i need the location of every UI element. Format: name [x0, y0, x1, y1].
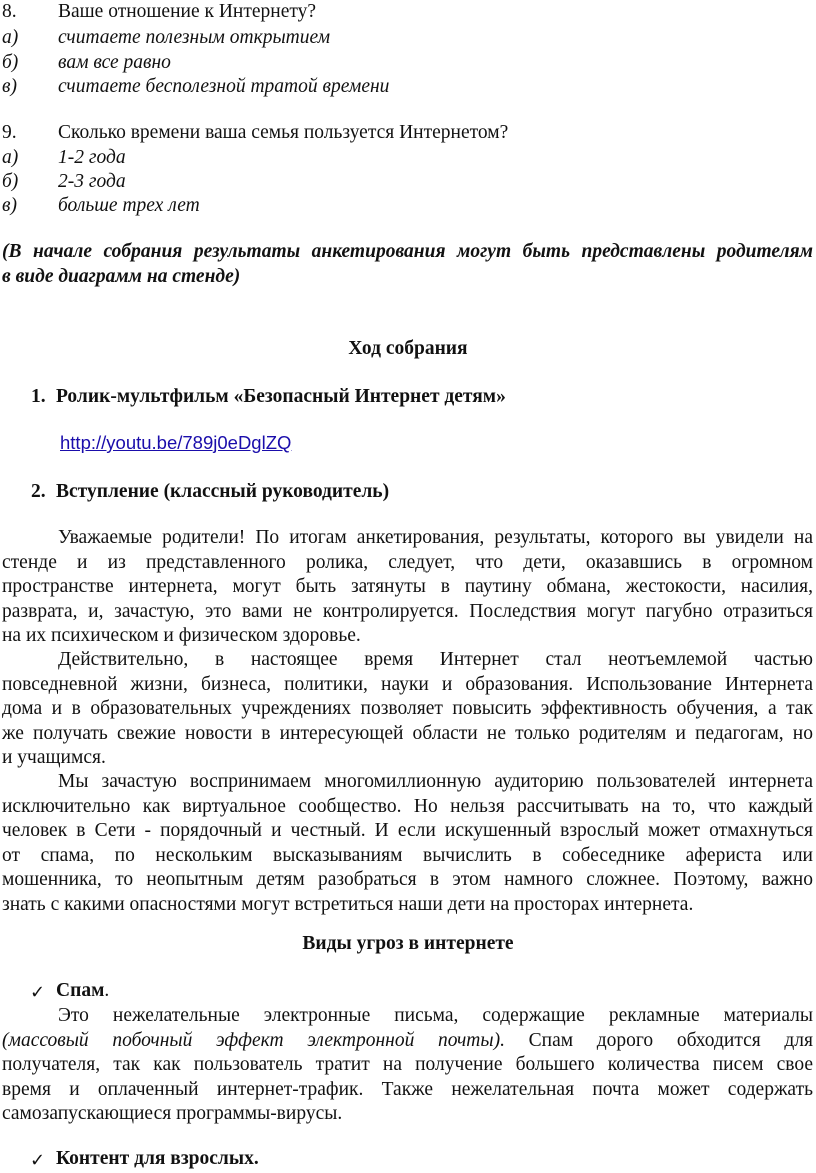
q9-option-c-letter: в): [2, 195, 17, 216]
q8-option-a: считаете полезным открытием: [58, 27, 331, 48]
note-line: (В начале собрания результаты анкетирования могут быть представлены родителям: [2, 241, 813, 262]
spam-definition: (массовый побочный эффект электронной почты).: [2, 1029, 505, 1051]
paragraph-line: мошенника, то неопытным детям разобраться в этом намного сложнее. Поэтому, важно: [2, 869, 813, 890]
paragraph-line: Мы зачастую воспринимаем многомиллионную аудиторию пользователей интернета: [58, 771, 813, 792]
item2-title: Вступление (классный руководитель): [56, 481, 390, 502]
paragraph-line: Это нежелательные электронные письма, содержащие рекламные материалы: [58, 1005, 813, 1026]
checkmark-icon: ✓: [30, 1150, 46, 1171]
intro-paragraph-2: [2, 648, 813, 771]
note-line: в виде диаграмм на стенде): [2, 265, 241, 287]
q8-option-c-letter: в): [2, 76, 17, 97]
spam-paragraph: [2, 1004, 813, 1127]
q9-option-b-letter: б): [2, 171, 19, 192]
paragraph-line: получателя, так как пользователь тратит на получение большего количества писем свое: [2, 1054, 813, 1075]
paragraph-line: самозапускающиеся программы-вирусы.: [2, 1103, 343, 1124]
paragraph-line: повседневной жизни, бизнеса, политики, науки и образования. Использование Интернета: [2, 673, 813, 695]
paragraph-line: Действительно, в настоящее время Интернет стал неотъемлемой частью: [58, 649, 813, 670]
paragraph-line: дома и в образовательных учреждениях позволяет повысить эффективность обучения, а так: [2, 698, 813, 719]
paragraph-line: от спама, по нескольким высказываниям вычислить в собеседнике афериста или: [2, 844, 813, 866]
q8-number: 8.: [2, 1, 17, 22]
q9-text: Сколько времени ваша семья пользуется Интернетом?: [58, 122, 509, 143]
q9-option-b: 2-3 года: [58, 171, 126, 192]
checkmark-icon: ✓: [30, 982, 46, 1003]
adult-content-title: Контент для взрослых.: [56, 1148, 259, 1169]
spam-title: Спам: [56, 980, 105, 1001]
meeting-note: [2, 240, 813, 289]
meeting-heading: Ход собрания: [348, 338, 468, 359]
video-link[interactable]: http://youtu.be/789j0eDglZQ: [60, 432, 292, 453]
paragraph-line: человек в Сети - порядочный и честный. И если искушенный взрослый может отмахнуться: [2, 820, 813, 841]
intro-paragraph-1: [2, 526, 813, 649]
spam-line2-rest: Спам дорого обходится для: [528, 1029, 814, 1051]
threats-heading: Виды угроз в интернете: [302, 933, 514, 954]
q8-text: Ваше отношение к Интернету?: [58, 1, 317, 22]
q8-option-c: считаете бесполезной тратой времени: [58, 76, 390, 97]
q9-option-c: больше трех лет: [58, 195, 200, 216]
q8-option-b-letter: б): [2, 52, 19, 73]
paragraph-line: Уважаемые родители! По итогам анкетирования, результаты, которого вы увидели на: [58, 527, 813, 548]
q9-number: 9.: [2, 122, 17, 143]
spam-title-line: [56, 979, 109, 1003]
q8-option-b: вам все равно: [58, 52, 171, 73]
paragraph-line: время и оплаченный интернет-трафик. Также нежелательная почта может содержать: [2, 1078, 813, 1100]
paragraph-line: пространстве интернета, могут быть затянуты в паутину обмана, жестокости, насилия,: [2, 576, 813, 597]
paragraph-line: знать с какими опасностями могут встретиться наши дети на просторах интернета.: [2, 893, 694, 915]
item1-title: Ролик-мультфильм «Безопасный Интернет детям»: [56, 386, 506, 407]
paragraph-line: же получать свежие новости в интересующей области не только родителям и педагогам, но: [2, 722, 813, 744]
q9-option-a: 1-2 года: [58, 147, 126, 168]
item1-number: 1.: [31, 386, 46, 407]
paragraph-line-mixed: [2, 1029, 813, 1054]
intro-paragraph-3: [2, 770, 813, 917]
paragraph-line: на их психическом и физическом здоровье.: [2, 625, 361, 646]
item2-number: 2.: [31, 481, 46, 502]
paragraph-line: стенде и из представленного ролика, следует, что дети, оказавшись в огромном: [2, 551, 813, 573]
paragraph-line: разврата, и, зачастую, это вами не контролируется. Последствия могут пагубно отразиться: [2, 600, 813, 622]
q9-option-a-letter: а): [2, 147, 19, 168]
q8-option-a-letter: а): [2, 27, 19, 48]
spam-title-dot: .: [104, 980, 110, 1001]
paragraph-line: исключительно как виртуальное сообщество. Но нельзя рассчитывать на то, что каждый: [2, 795, 813, 817]
paragraph-line: и учащимся.: [2, 747, 106, 768]
